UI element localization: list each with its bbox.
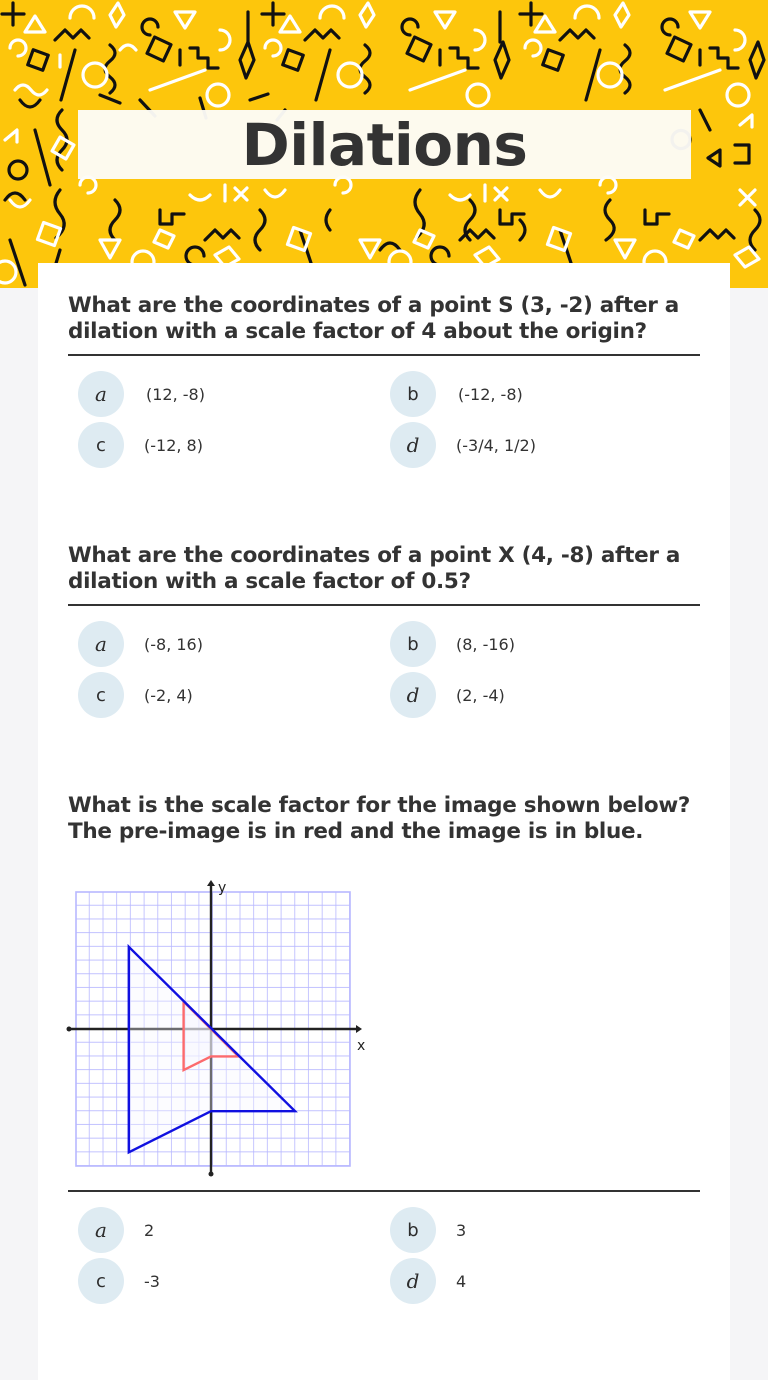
option-c[interactable] xyxy=(78,672,193,718)
option-text: (2, -4) xyxy=(456,685,505,705)
answer-options xyxy=(68,1207,700,1311)
question-text: What are the coordinates of a point S (3, -2) after a dilation with a scale factor of 4 about the origin? xyxy=(68,293,679,344)
question-divider xyxy=(68,1190,700,1192)
option-b[interactable] xyxy=(390,1207,466,1253)
option-letter-bubble: d xyxy=(390,422,436,468)
option-text: (-12, 8) xyxy=(144,435,203,455)
option-letter-bubble: c xyxy=(78,1258,124,1304)
option-letter-bubble: a xyxy=(78,371,124,417)
y-axis-label: y xyxy=(218,880,227,896)
option-d[interactable] xyxy=(390,1258,466,1304)
option-text: (-12, -8) xyxy=(458,384,523,404)
option-text: 4 xyxy=(456,1271,467,1291)
answer-options xyxy=(68,371,700,475)
option-b[interactable] xyxy=(390,371,523,417)
question-3 xyxy=(68,793,700,845)
option-d[interactable] xyxy=(390,422,536,468)
option-a[interactable] xyxy=(78,371,205,417)
question-2 xyxy=(68,543,700,725)
option-b[interactable] xyxy=(390,621,515,667)
option-letter-bubble: a xyxy=(78,621,124,667)
header-banner xyxy=(0,0,768,288)
question-divider xyxy=(68,604,700,606)
dilation-graph xyxy=(66,878,366,1178)
question-1 xyxy=(68,293,700,475)
option-letter-bubble: c xyxy=(78,672,124,718)
option-letter-bubble: d xyxy=(390,1258,436,1304)
option-letter-bubble: d xyxy=(390,672,436,718)
option-text: (-8, 16) xyxy=(144,634,203,654)
question-3-answers xyxy=(68,1190,700,1311)
option-text: (8, -16) xyxy=(456,634,515,654)
option-letter-bubble: b xyxy=(390,1207,436,1253)
option-text: 2 xyxy=(144,1220,155,1240)
x-axis-label: x xyxy=(357,1038,366,1054)
option-a[interactable] xyxy=(78,1207,154,1253)
option-text: (-2, 4) xyxy=(144,685,193,705)
question-text: What is the scale factor for the image shown below? The pre-image is in red and the image is in blue. xyxy=(68,793,691,844)
option-letter-bubble: b xyxy=(390,621,436,667)
question-text: What are the coordinates of a point X (4, -8) after a dilation with a scale factor of 0.5? xyxy=(68,543,681,594)
title-box xyxy=(78,110,691,179)
option-letter-bubble: a xyxy=(78,1207,124,1253)
page-title: Dilations xyxy=(241,110,528,179)
option-a[interactable] xyxy=(78,621,203,667)
option-c[interactable] xyxy=(78,1258,160,1304)
option-text: -3 xyxy=(144,1271,160,1291)
option-letter-bubble: b xyxy=(390,371,436,417)
option-text: (-3/4, 1/2) xyxy=(456,435,536,455)
question-divider xyxy=(68,354,700,356)
option-letter-bubble: c xyxy=(78,422,124,468)
option-d[interactable] xyxy=(390,672,505,718)
worksheet-card xyxy=(38,263,730,1380)
option-text: (12, -8) xyxy=(146,384,205,404)
option-text: 3 xyxy=(456,1220,467,1240)
answer-options xyxy=(68,621,700,725)
option-c[interactable] xyxy=(78,422,203,468)
